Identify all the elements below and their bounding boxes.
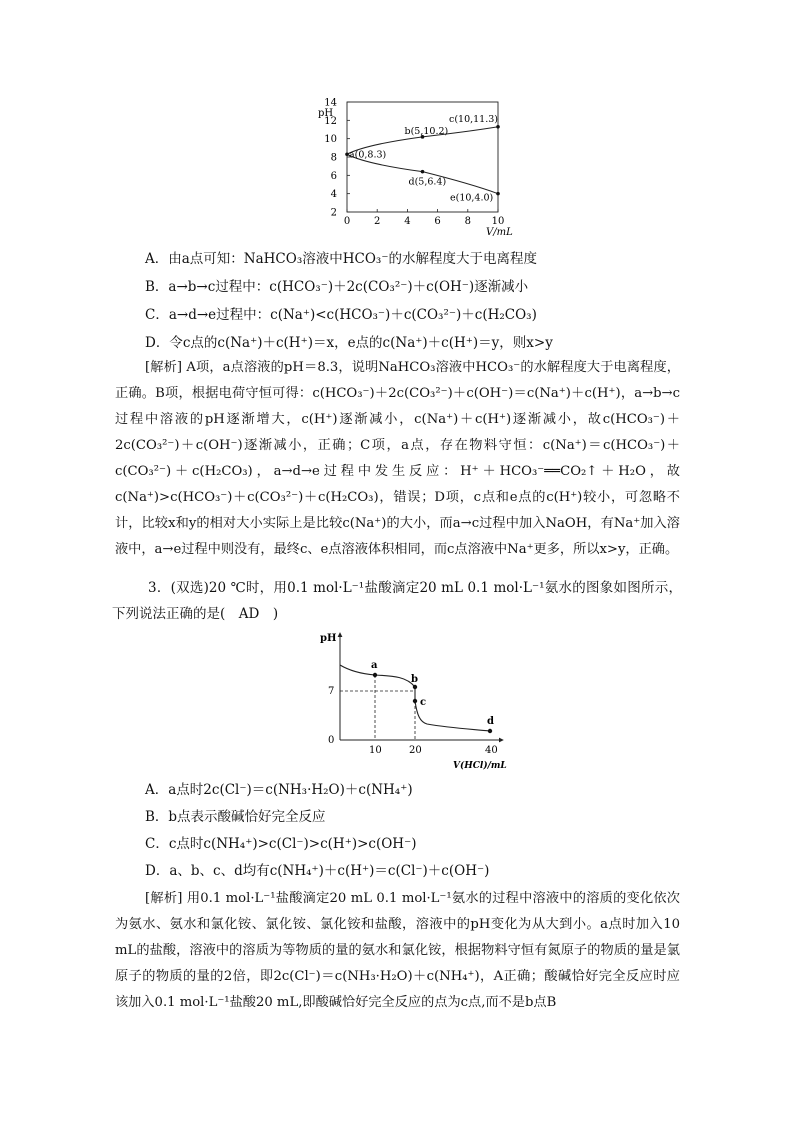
data-point (413, 685, 417, 689)
data-point (373, 673, 377, 677)
q3-stem: 3．(双选)20 ℃时，用0.1 mol·L⁻¹盐酸滴定20 mL 0.1 mol·L⁻¹氨水的图象如图所示，下列说法正确的是( AD ) (112, 580, 682, 622)
x-tick-label: 10 (491, 216, 505, 227)
data-point (496, 192, 500, 196)
q3-option-a: A．a点时2c(Cl⁻)＝c(NH₃·H₂O)＋c(NH₄⁺) (145, 782, 413, 798)
data-point-label: e(10,4.0) (450, 192, 494, 204)
x-tick-10: 10 (369, 745, 382, 756)
x-tick-label: 6 (434, 216, 441, 227)
q3-option-b: B．b点表示酸碱恰好完全反应 (145, 809, 326, 825)
y-tick-label: 14 (324, 97, 337, 109)
x-axis-label: V(HCl)/mL (453, 761, 507, 771)
x-tick-40: 40 (485, 745, 498, 756)
q3-option-d: D．a、b、c、d均有c(NH₄⁺)＋c(H⁺)＝c(Cl⁻)＋c(OH⁻) (145, 863, 490, 879)
x-tick-label: 2 (374, 216, 381, 227)
x-tick-label: 0 (343, 216, 351, 227)
data-point (413, 699, 417, 703)
data-point-label: a (371, 660, 378, 671)
y-axis-label: pH (318, 108, 334, 119)
x-tick-20: 20 (409, 745, 422, 756)
y-tick-label: 2 (330, 207, 337, 219)
data-point (421, 170, 425, 174)
data-point-label: b(5,10.2) (404, 125, 449, 137)
x-tick-label: 4 (404, 216, 411, 227)
analysis-text: 用0.1 mol·L⁻¹盐酸滴定20 mL 0.1 mol·L⁻¹氨水的过程中溶液中的溶质的变化依次为氨水、氨水和氯化铵、氯化铵、氯化铵和盐酸，溶液中的pH变化为从大到小。a点时加入10 mL的盐酸，溶液中的溶质为等物质的量的氨水和氯化铵，根据物料守恒有氮原子的物质的量是氯原子的物质的量的2倍，即2c(Cl⁻)＝c(NH₃·H₂O)＋c(NH₄⁺)，A正确；酸碱恰好完全反应时应该加入0.1 mol·L⁻¹盐酸20 mL,即酸碱恰好完全反应的点为c点,而不是b点B (115, 891, 680, 1010)
y-tick-label: 8 (330, 152, 337, 164)
data-point-label: c(10,11.3) (449, 113, 498, 125)
data-point-label: b (411, 674, 418, 685)
q2-option-a: A．由a点可知：NaHCO₃溶液中HCO₃⁻的水解程度大于电离程度 (145, 251, 537, 267)
q2-analysis (115, 355, 680, 563)
x-tick-label: 8 (464, 216, 471, 227)
data-point-label: d (487, 716, 494, 727)
chart-hcl-ammonia-titration (315, 625, 510, 775)
chart-naoh-hcl-titration (310, 95, 525, 245)
q3-option-c: C．c点时c(NH₄⁺)>c(Cl⁻)>c(H⁺)>c(OH⁻) (145, 836, 417, 852)
q3-analysis (115, 886, 680, 1016)
y-axis-label: pH (320, 633, 337, 644)
q2-option-d: D．令c点的c(Na⁺)＋c(H⁺)＝x，e点的c(Na⁺)＋c(H⁺)＝y，则x>y (145, 335, 553, 351)
y-tick-label: 6 (330, 170, 337, 182)
data-point (496, 125, 500, 129)
data-point-label: a(0,8.3) (349, 149, 387, 161)
y-tick-label: 4 (330, 189, 337, 201)
analysis-tag: [解析] (145, 360, 183, 375)
y-tick-7: 7 (328, 686, 335, 697)
data-point-label: d(5,6.4) (408, 176, 447, 188)
analysis-tag: [解析] (145, 891, 183, 906)
q2-option-c: C．a→d→e过程中：c(Na⁺)<c(HCO₃⁻)＋c(CO₃²⁻)＋c(H₂CO₃) (145, 307, 537, 323)
analysis-text: A项，a点溶液的pH＝8.3，说明NaHCO₃溶液中HCO₃⁻的水解程度大于电离程度，正确。B项，根据电荷守恒可得：c(HCO₃⁻)＋2c(CO₃²⁻)＋c(OH⁻)＝c(Na⁺)＋c(H⁺)，a→b→c过程中溶液的pH逐渐增大，c(H⁺)逐渐减小，c(Na⁺)＋c(H⁺)逐渐减小，故c(HCO₃⁻)＋2c(CO₃²⁻)＋c(OH⁻)逐渐减小，正确；C项，a点，存在物料守恒：c(Na⁺)＝c(HCO₃⁻)＋c(CO₃²⁻)＋c(H₂CO₃)，a→d→e过程中发生反应：H⁺＋HCO₃⁻══CO₂↑＋H₂O，故c(Na⁺)>c(HCO₃⁻)＋c(CO₃²⁻)＋c(H₂CO₃)，错误；D项，c点和e点的c(H⁺)较小，可忽略不计，比较x和y的相对大小实际上是比较c(Na⁺)的大小，而a→c过程中加入NaOH，有Na⁺加入溶液中，a→e过程中则没有，最终c、e点溶液体积相同，而c点溶液中Na⁺更多，所以x>y，正确。 (115, 360, 680, 557)
y-tick-0: 0 (328, 735, 335, 746)
y-tick-label: 10 (324, 134, 337, 146)
q2-option-b: B．a→b→c过程中：c(HCO₃⁻)＋2c(CO₃²⁻)＋c(OH⁻)逐渐减小 (145, 279, 529, 295)
data-point-label: c (420, 697, 427, 708)
x-axis-label: V/mL (486, 227, 513, 238)
y-tick-label: 12 (324, 115, 337, 127)
data-point (488, 729, 492, 733)
